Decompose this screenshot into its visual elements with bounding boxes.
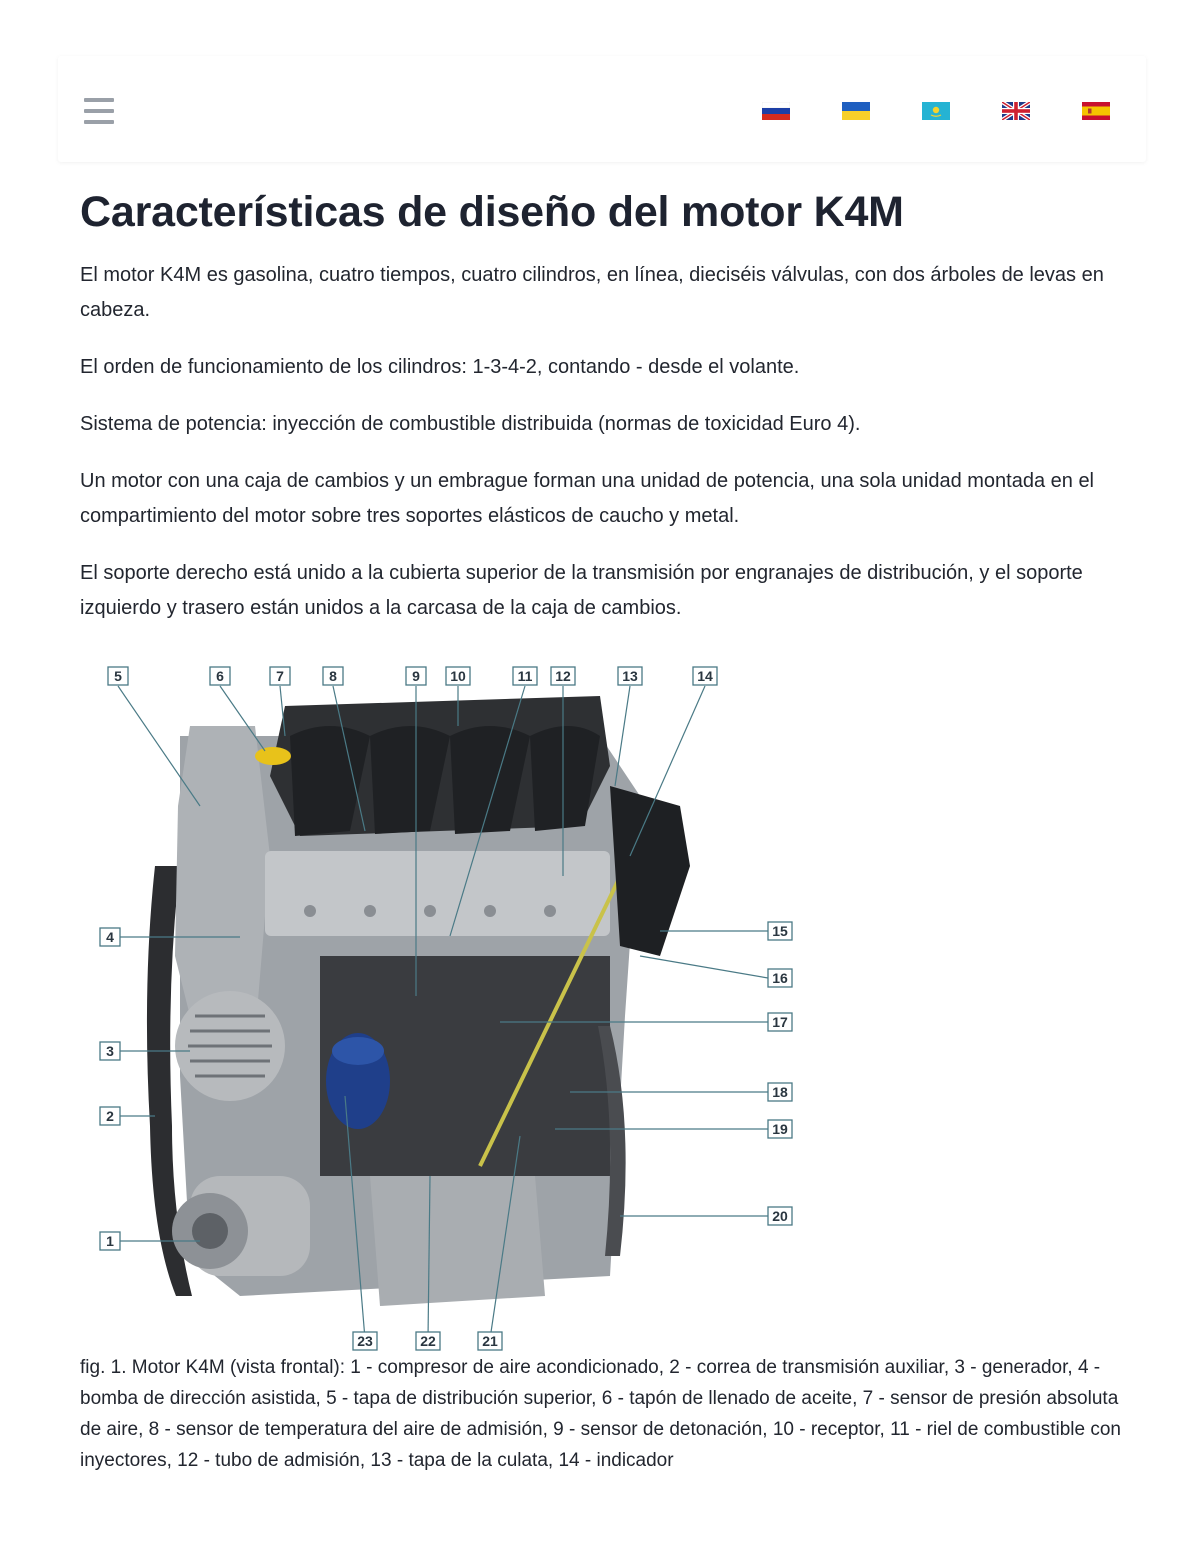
callout-23 — [353, 1332, 377, 1350]
paragraph: El soporte derecho está unido a la cubierta superior de la transmisión por engranajes de distribución, y el soporte izquierdo y trasero están unidos a la carcasa de la caja de cambios. — [80, 562, 1083, 619]
engine-illustration — [147, 696, 690, 1306]
callout-label: 13 — [622, 668, 638, 684]
callout-18 — [768, 1083, 792, 1101]
callout-15 — [768, 922, 792, 940]
callout-label: 15 — [772, 923, 788, 939]
callout-19 — [768, 1120, 792, 1138]
callout-label: 6 — [216, 668, 224, 684]
callout-label: 10 — [450, 668, 466, 684]
callout-label: 18 — [772, 1084, 788, 1100]
callout-label: 3 — [106, 1043, 114, 1059]
callout-label: 7 — [276, 668, 284, 684]
article — [80, 186, 1125, 648]
callout-8 — [323, 667, 343, 685]
callout-label: 1 — [106, 1233, 114, 1249]
flag-uk-icon[interactable] — [1002, 102, 1030, 120]
callout-21 — [478, 1332, 502, 1350]
figure-caption: fig. 1. Motor K4M (vista frontal): 1 - compresor de aire acondicionado, 2 - correa de transmisión auxiliar, 3 - generador, 4 - bomba de dirección asistida, 5 - tapa de distribución superior, 6 - tapón de llenado de aceite, 7 - sensor de presión absoluta de aire, 8 - sensor de temperatura del aire de admisión, 9 - sensor de detonación, 10 - receptor, 11 - riel de combustible con inyectores, 12 - tubo de admisión, 13 - tapa de la culata, 14 - indicador — [80, 1357, 1122, 1471]
callout-7 — [270, 667, 290, 685]
callout-label: 9 — [412, 668, 420, 684]
callout-label: 22 — [420, 1333, 436, 1349]
flag-russia-icon[interactable] — [762, 102, 790, 120]
callout-9 — [406, 667, 426, 685]
callout-3 — [100, 1042, 120, 1060]
flag-spain-icon[interactable] — [1082, 102, 1110, 120]
callout-label: 16 — [772, 970, 788, 986]
callout-label: 20 — [772, 1208, 788, 1224]
callout-2 — [100, 1107, 120, 1125]
paragraph: Sistema de potencia: inyección de combustible distribuida (normas de toxicidad Euro 4). — [80, 413, 861, 435]
language-switcher — [762, 102, 1110, 120]
callout-label: 5 — [114, 668, 122, 684]
callout-17 — [768, 1013, 792, 1031]
callout-14 — [693, 667, 717, 685]
flag-ukraine-icon[interactable] — [842, 102, 870, 120]
callout-label: 21 — [482, 1333, 498, 1349]
page-title: Características de diseño del motor K4M — [80, 188, 904, 236]
callout-label: 4 — [106, 929, 114, 945]
flag-kazakhstan-icon[interactable] — [922, 102, 950, 120]
paragraph: El motor K4M es gasolina, cuatro tiempos, cuatro cilindros, en línea, dieciséis válvulas, con dos árboles de levas en cabeza. — [80, 264, 1104, 321]
callout-6 — [210, 667, 230, 685]
callout-16 — [768, 969, 792, 987]
callout-10 — [446, 667, 470, 685]
callout-label: 23 — [357, 1333, 373, 1349]
callout-label: 8 — [329, 668, 337, 684]
callout-11 — [513, 667, 537, 685]
callout-5 — [108, 667, 128, 685]
callout-label: 2 — [106, 1108, 114, 1124]
callout-13 — [618, 667, 642, 685]
callout-label: 17 — [772, 1014, 788, 1030]
callout-label: 14 — [697, 668, 713, 684]
paragraph: Un motor con una caja de cambios y un embrague forman una unidad de potencia, una sola unidad montada en el compartimiento del motor sobre tres soportes elásticos de caucho y metal. — [80, 470, 1095, 527]
paragraph: El orden de funcionamiento de los cilindros: 1-3-4-2, contando - desde el volante. — [80, 356, 800, 378]
engine-figure — [80, 656, 800, 1356]
callout-label: 12 — [555, 668, 571, 684]
callout-1 — [100, 1232, 120, 1250]
hamburger-menu-icon[interactable] — [84, 98, 114, 124]
callout-4 — [100, 928, 120, 946]
top-bar — [58, 56, 1146, 162]
callout-label: 19 — [772, 1121, 788, 1137]
callout-label: 11 — [517, 668, 533, 684]
engine-diagram — [80, 656, 800, 1356]
callout-12 — [551, 667, 575, 685]
callout-22 — [416, 1332, 440, 1350]
callout-20 — [768, 1207, 792, 1225]
